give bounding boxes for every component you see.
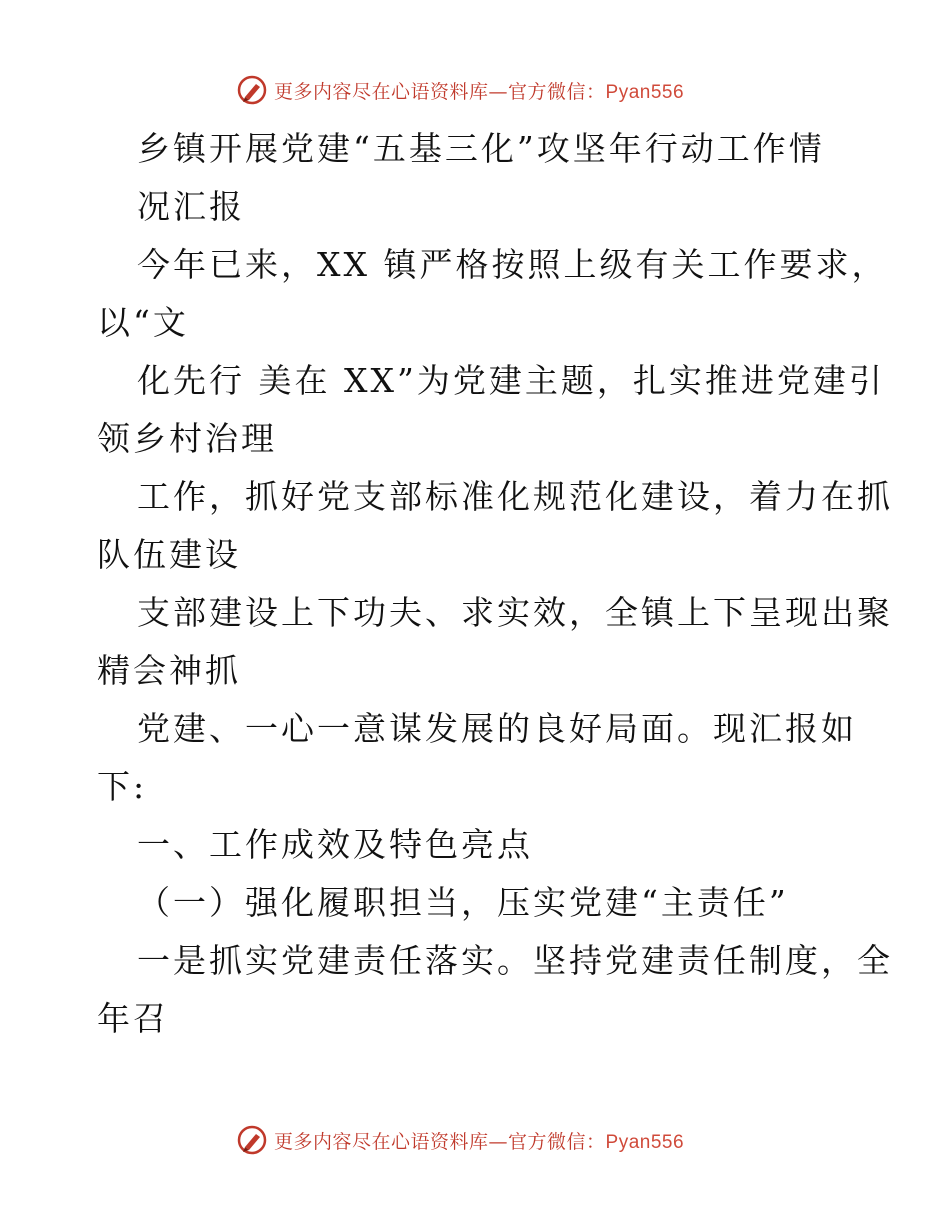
watermark-banner-bottom (236, 1122, 716, 1158)
text-line: 今年已来，XX 镇严格按照上级有关工作要求， (137, 245, 888, 284)
document-body (97, 120, 893, 1048)
text-line: 支部建设上下功夫、求实效，全镇上下呈现出聚 (137, 593, 893, 632)
text-line: 一、工作成效及特色亮点 (137, 825, 533, 864)
watermark-banner-top (236, 72, 716, 108)
watermark-text: 更多内容尽在心语资料库—官方微信：Pyan556 (274, 80, 685, 103)
text-line: 化先行 美在 XX”为党建主题，扎实推进党建引 (137, 361, 885, 400)
text-line: 年召 (97, 999, 169, 1038)
pen-logo-icon (236, 74, 268, 106)
text-line: （一）强化履职担当，压实党建“主责任” (137, 883, 789, 922)
pen-logo-icon (236, 1124, 268, 1156)
text-line: 党建、一心一意谋发展的良好局面。现汇报如 (137, 709, 857, 748)
text-line: 一是抓实党建责任落实。坚持党建责任制度，全 (137, 941, 893, 980)
watermark-text: 更多内容尽在心语资料库—官方微信：Pyan556 (274, 1130, 685, 1153)
text-line: 工作，抓好党支部标准化规范化建设，着力在抓 (137, 477, 893, 516)
text-line: 下: (97, 767, 148, 806)
text-line: 以“文 (97, 303, 189, 342)
text-line: 队伍建设 (97, 535, 241, 574)
text-line: 况汇报 (137, 187, 245, 226)
text-line: 精会神抓 (97, 651, 241, 690)
text-line: 乡镇开展党建“五基三化”攻坚年行动工作情 (137, 129, 825, 168)
text-line: 领乡村治理 (97, 419, 277, 458)
